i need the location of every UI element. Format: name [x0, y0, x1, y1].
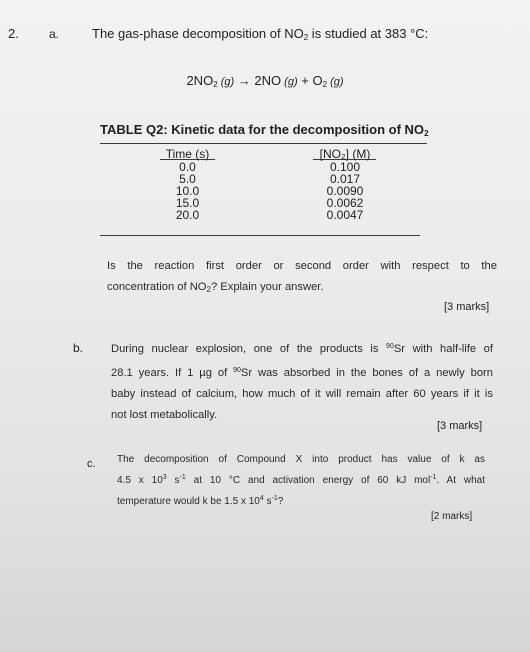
part-c-line-1: The decomposition of Compound X into product has value of k as [117, 454, 485, 465]
part-c-line-3: temperature would k be 1.5 x $10^4$ $s^{-1}$? [117, 495, 284, 507]
table-bottom-rule [100, 235, 420, 236]
part-c-marks: [2 marks] [431, 511, 473, 522]
question-number: 2. [8, 26, 19, 41]
time-cell: 10.0 [175, 184, 200, 198]
part-a-label: a. [49, 27, 60, 41]
concentration-cell: 0.0047 [326, 208, 364, 222]
concentration-column [300, 161, 390, 221]
time-column [150, 161, 225, 221]
part-b-line-3: baby instead of calcium, how much of it will remain after 60 years if it is [111, 388, 493, 400]
part-a-question-line-1: Is the reaction first order or second order with respect to the [107, 260, 497, 272]
part-a-question [107, 256, 497, 300]
concentration-column-header: [NO₂] (M) [319, 147, 371, 161]
part-b-question [111, 336, 493, 426]
time-cell: 20.0 [175, 208, 200, 222]
time-cell: 0.0 [179, 160, 196, 174]
time-cell: 5.0 [179, 172, 196, 186]
time-cell: 15.0 [175, 196, 200, 210]
part-b-line-2: 28.1 years. If 1 µg of $^{90}$Sr was absorbed in the bones of a newly born [111, 367, 493, 379]
table-top-rule [100, 143, 427, 144]
concentration-cell: 0.0090 [326, 184, 364, 198]
part-b-marks: [3 marks] [437, 420, 483, 432]
time-column-header: Time (s) [165, 147, 210, 161]
part-c-question [117, 451, 485, 511]
part-a-intro: The gas-phase decomposition of $NO_2$ is studied at 383 °C: [92, 26, 429, 42]
part-b-line-4: not lost metabolically. [111, 409, 218, 421]
part-c-label: c. [87, 458, 96, 470]
part-a-marks: [3 marks] [444, 301, 490, 313]
table-title: TABLE Q2: Kinetic data for the decomposition of $NO_2$ [100, 122, 429, 138]
part-c-line-2: 4.5 x $10^3$ $s^{-1}$ at 10 °C and activation energy of 60 kJ mol$^{-1}$. At what [117, 474, 485, 486]
part-a-question-line-2: concentration of $NO_2$? Explain your answer. [107, 281, 324, 294]
concentration-cell: 0.100 [329, 160, 361, 174]
concentration-cell: 0.017 [329, 172, 361, 186]
concentration-cell: 0.0062 [326, 196, 364, 210]
part-b-line-1: During nuclear explosion, one of the products is $^{90}$Sr with half-life of [111, 343, 493, 355]
part-b-label: b. [73, 341, 84, 355]
reaction-equation: $2NO_2$ (g) → 2NO $(g) + O_2$ (g) [186, 73, 344, 89]
